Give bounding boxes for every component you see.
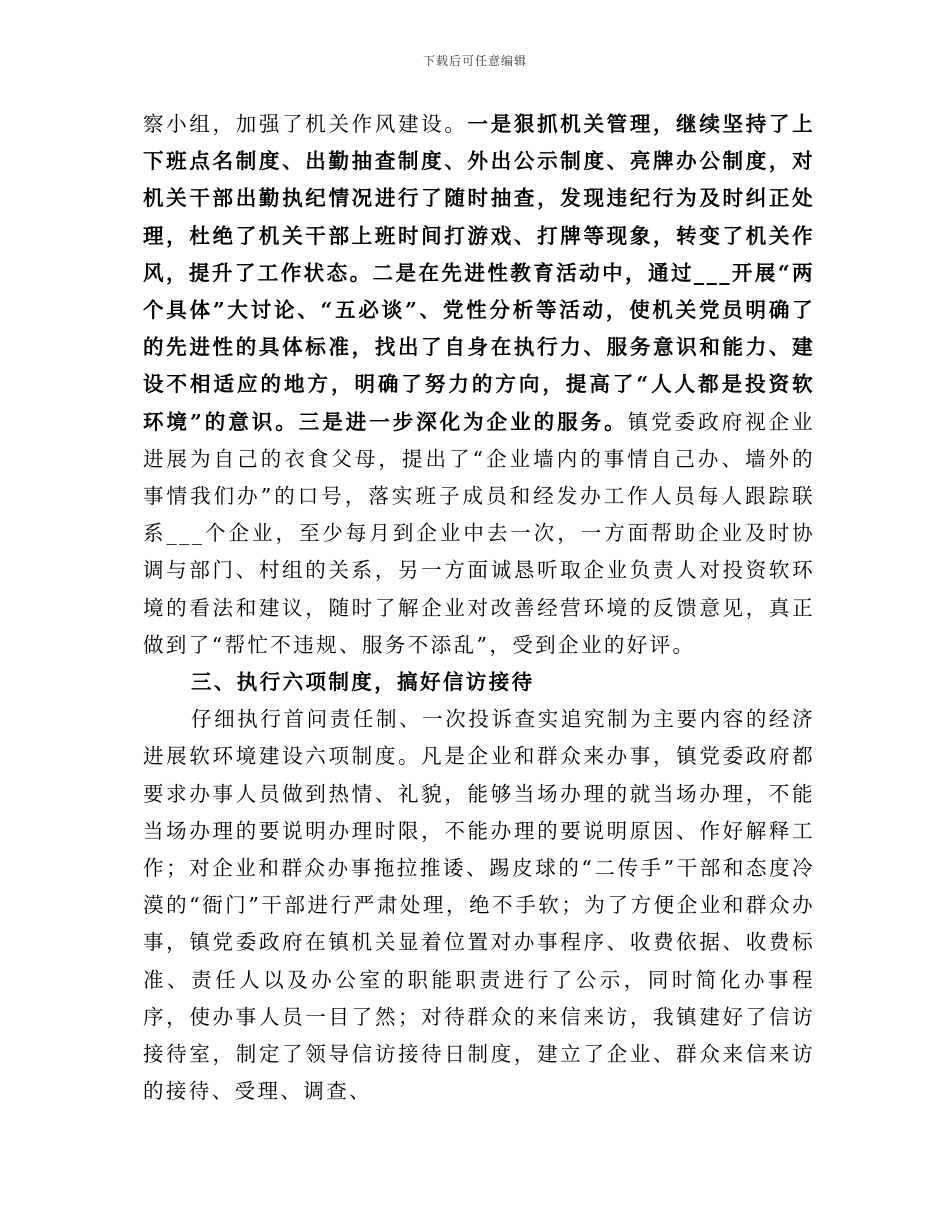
page-header: 下载后可任意编辑 [422, 54, 527, 68]
section-body: 仔细执行首问责任制、一次投诉查实追究制为主要内容的经济进展软环境建设六项制度。凡是企业和群众来办事，镇党委政府都要求办事人员做到热情、礼貌，能够当场办理的就当场办理，不能当场办理的要说明办理时限，不能办理的要说明原因、作好解释工作；对企业和群众办事拖拉推诿、踢皮球的“二传手”干部和态度冷漠的“衙门”干部进行严肃处理，绝不手软；为了方便企业和群众办事，镇党委政府在镇机关显着位置对办事程序、收费依据、收费标准、责任人以及办公室的职能职责进行了公示，同时简化办事程序，使办事人员一目了然；对待群众的来信来访，我镇建好了信访接待室，制定了领导信访接待日制度，建立了企业、群众来信来访的接待、受理、调查、 [143, 707, 815, 1104]
document-body [143, 106, 815, 1110]
paragraph-bold-text: 一是狠抓机关管理，继续坚持了上下班点名制度、出勤抽查制度、外出公示制度、亮牌办公制度，对机关干部出勤执纪情况进行了随时抽查，发现违纪行为及时纠正处理，杜绝了机关干部上班时间打游戏、打牌等现象，转变了机关作风，提升了工作状态。二是在先进性教育活动中，通过___开展“两个具体”大讨论、“五必谈”、党性分析等活动，使机关党员明确了的先进性的具体标准，找出了自身在执行力、服务意识和能力、建设不相适应的地方，明确了努力的方向，提高了“人人都是投资软环境”的意识。三是进一步深化为企业的服务。 [143, 112, 815, 434]
paragraph-rest-text: 镇党委政府视企业进展为自己的衣食父母，提出了“企业墙内的事情自己办、墙外的事情我们办”的口号，落实班子成员和经发办工作人员每人跟踪联系___个企业，至少每月到企业中去一次，一方面帮助企业及时协调与部门、村组的关系，另一方面诚恳听取企业负责人对投资软环境的看法和建议，随时了解企业对改善经营环境的反馈意见，真正做到了“帮忙不违规、服务不添乱”，受到企业的好评。 [143, 409, 815, 657]
paragraph-work-style [143, 106, 815, 664]
paragraph-lead-text: 察小组，加强了机关作风建设。 [143, 112, 468, 136]
section-heading: 三、执行六项制度，搞好信访接待 [191, 670, 535, 695]
